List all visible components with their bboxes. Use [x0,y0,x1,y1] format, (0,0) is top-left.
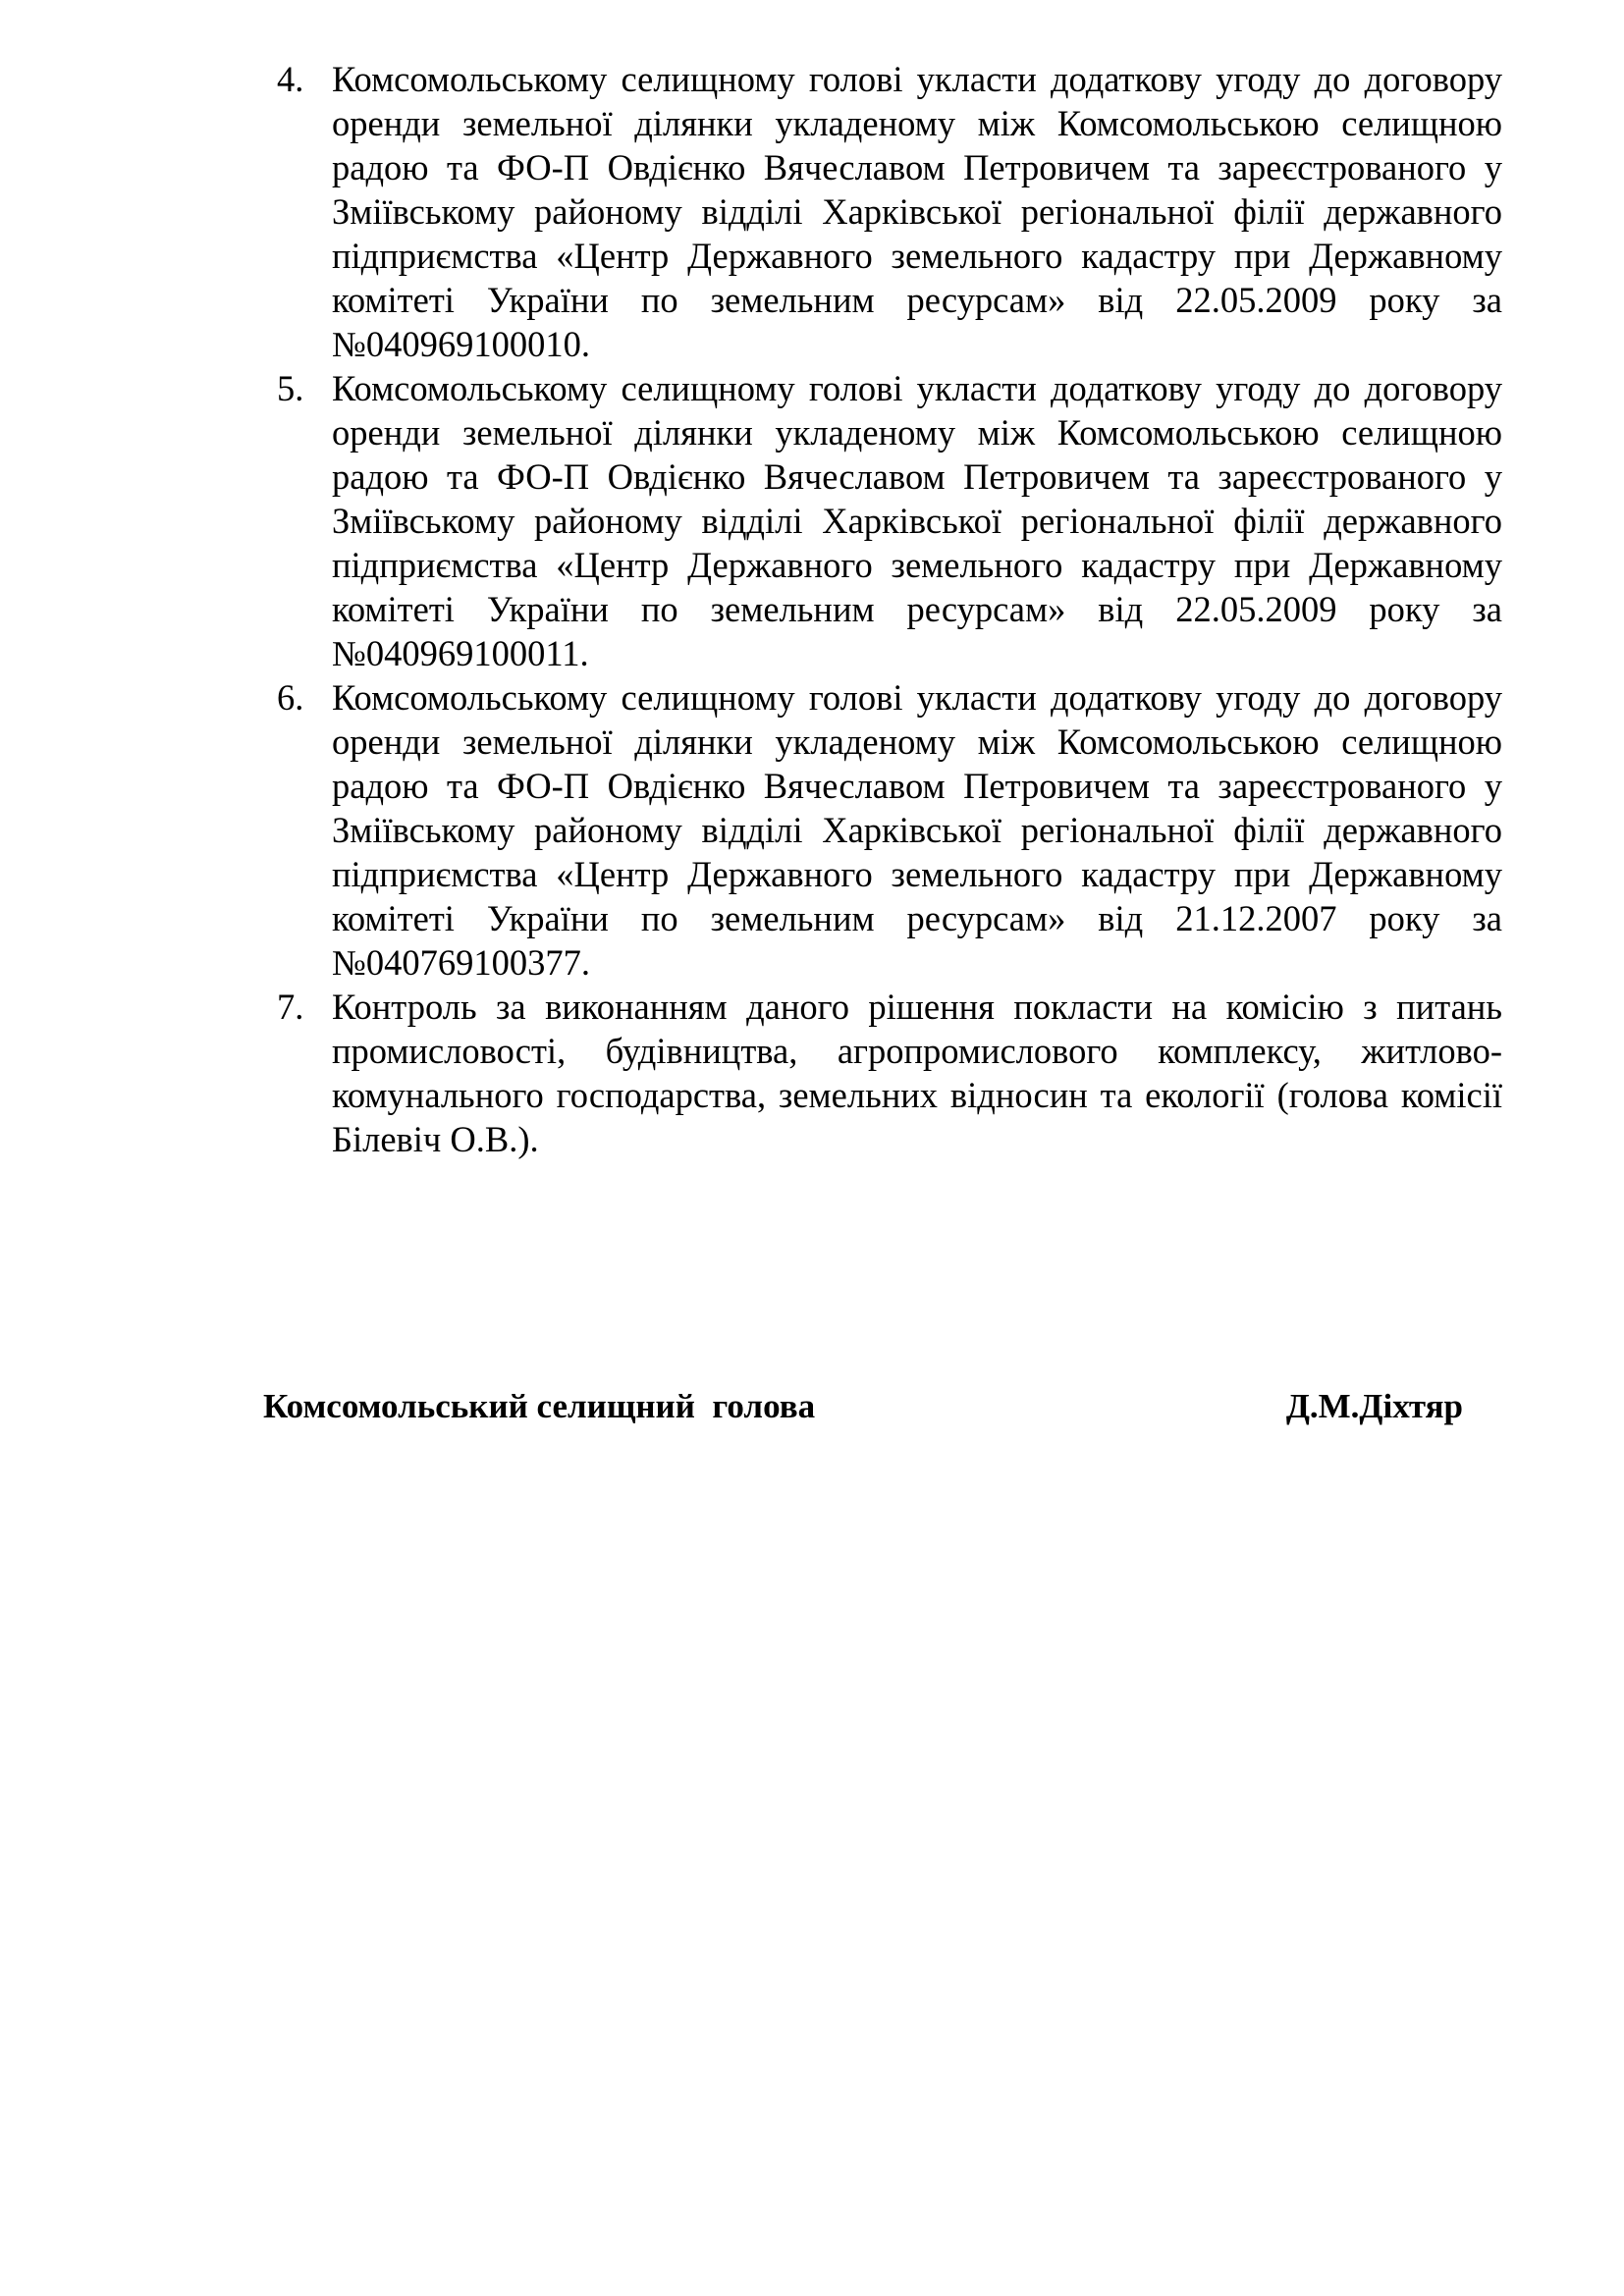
item-text: Комсомольському селищному голові укласти додаткову угоду до договору оренди земельної ділянки укладеному між Комсомольською селищною радою та ФО-П Овдієнко Вячеславом Петровичем та зареєстрованого у Зміївському районому відділі Харківської регіональної філії державного підприємства «Центр Державного земельного кадастру при Державному комітеті України по земельним ресурсам» від 22.05.2009 року за №040969100011. [332,368,1502,673]
signatory-position: Комсомольський селищний голова [263,1387,816,1425]
item-text: Контроль за виконанням даного рішення покласти на комісію з питань промисловості, будівництва, агропромислового комплексу, житлово-комунального господарства, земельних відносин та екології (голова комісії Білевіч О.В.). [332,987,1502,1159]
item-text: Комсомольському селищному голові укласти додаткову угоду до договору оренди земельної ділянки укладеному між Комсомольською селищною радою та ФО-П Овдієнко Вячеславом Петровичем та зареєстрованого у Зміївському районому відділі Харківської регіональної філії державного підприємства «Центр Державного земельного кадастру при Державному комітеті України по земельним ресурсам» від 22.05.2009 року за №040969100010. [332,59,1502,364]
list-item [277,366,1502,675]
item-number: 6. [277,677,304,718]
item-number: 5. [277,368,304,408]
list-item [277,675,1502,985]
signature-block [263,1382,1463,1431]
signatory-name: Д.М.Діхтяр [1285,1387,1463,1425]
list-item [277,57,1502,366]
decision-items-list [277,57,1502,1161]
item-text: Комсомольському селищному голові укласти додаткову угоду до договору оренди земельної ділянки укладеному між Комсомольською селищною радою та ФО-П Овдієнко Вячеславом Петровичем та зареєстрованого у Зміївському районому відділі Харківської регіональної філії державного підприємства «Центр Державного земельного кадастру при Державному комітеті України по земельним ресурсам» від 21.12.2007 року за №040769100377. [332,677,1502,983]
item-number: 7. [277,987,304,1027]
list-item [277,985,1502,1161]
item-number: 4. [277,59,304,99]
